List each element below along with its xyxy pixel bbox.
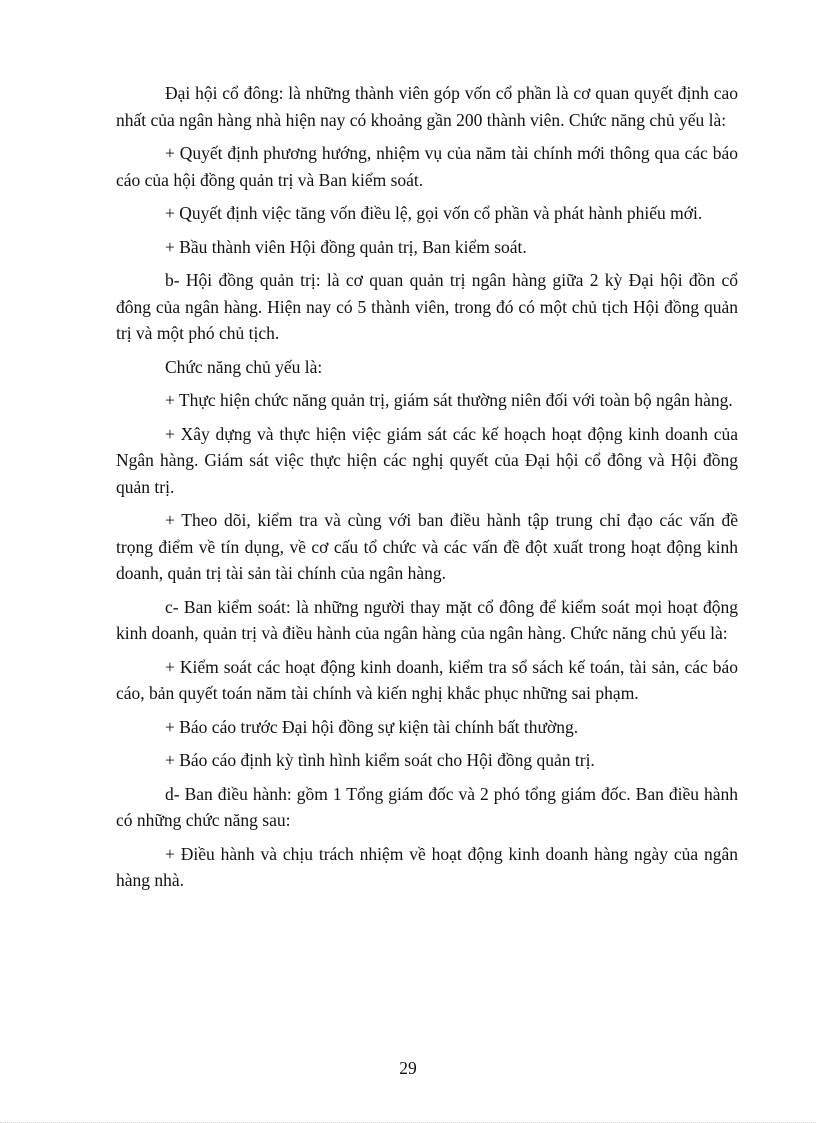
paragraph: Đại hội cổ đông: là những thành viên góp vốn cổ phần là cơ quan quyết định cao nhất của ngân hàng nhà hiện nay có khoảng gần 200 thành viên. Chức năng chủ yếu là:	[116, 83, 738, 130]
paragraph: + Kiểm soát các hoạt động kinh doanh, kiểm tra sổ sách kế toán, tài sản, các báo cáo, bản quyết toán năm tài chính và kiến nghị khắc phục những sai phạm.	[116, 656, 738, 703]
paragraph: Chức năng chủ yếu là:	[165, 356, 323, 377]
paragraph: + Quyết định phương hướng, nhiệm vụ của năm tài chính mới thông qua các báo cáo của hội đồng quản trị và Ban kiểm soát.	[116, 143, 738, 190]
paragraph: + Theo dõi, kiểm tra và cùng với ban điều hành tập trung chỉ đạo các vấn đề trọng điểm về tín dụng, về cơ cấu tổ chức và các vấn đề đột xuất trong hoạt động kinh doanh, quản trị tài sản tài chính của ngân hàng.	[116, 510, 738, 583]
paragraph: d- Ban điều hành: gồm 1 Tổng giám đốc và 2 phó tổng giám đốc. Ban điều hành có những chức năng sau:	[116, 783, 738, 830]
paragraph: + Báo cáo trước Đại hội đồng sự kiện tài chính bất thường.	[165, 716, 579, 737]
paragraph: + Báo cáo định kỳ tình hình kiểm soát cho Hội đồng quản trị.	[165, 750, 595, 770]
paragraph: + Thực hiện chức năng quản trị, giám sát thường niên đối với toàn bộ ngân hàng.	[165, 390, 733, 410]
page-number: 29	[399, 1058, 417, 1078]
page-body	[116, 80, 738, 901]
paragraph: + Điều hành và chịu trách nhiệm về hoạt động kinh doanh hàng ngày của ngân hàng nhà.	[116, 843, 738, 890]
paragraph: c- Ban kiểm soát: là những người thay mặt cổ đông để kiểm soát mọi hoạt động kinh doanh, quản trị và điều hành của ngân hàng của ngân hàng. Chức năng chủ yếu là:	[116, 596, 738, 643]
paragraph: b- Hội đồng quản trị: là cơ quan quản trị ngân hàng giữa 2 kỳ Đại hội đồn cổ đông của ngân hàng. Hiện nay có 5 thành viên, trong đó có một chủ tịch Hội đồng quản trị và một phó chủ tịch.	[116, 270, 738, 343]
paragraph: + Bầu thành viên Hội đồng quản trị, Ban kiểm soát.	[165, 236, 527, 257]
paragraph: + Quyết định việc tăng vốn điều lệ, gọi vốn cổ phần và phát hành phiếu mới.	[165, 203, 703, 223]
paragraph: + Xây dựng và thực hiện việc giám sát các kế hoạch hoạt động kinh doanh của Ngân hàng. Giám sát việc thực hiện các nghị quyết của Đại hội cổ đông và Hội đồng quản trị.	[116, 423, 738, 497]
